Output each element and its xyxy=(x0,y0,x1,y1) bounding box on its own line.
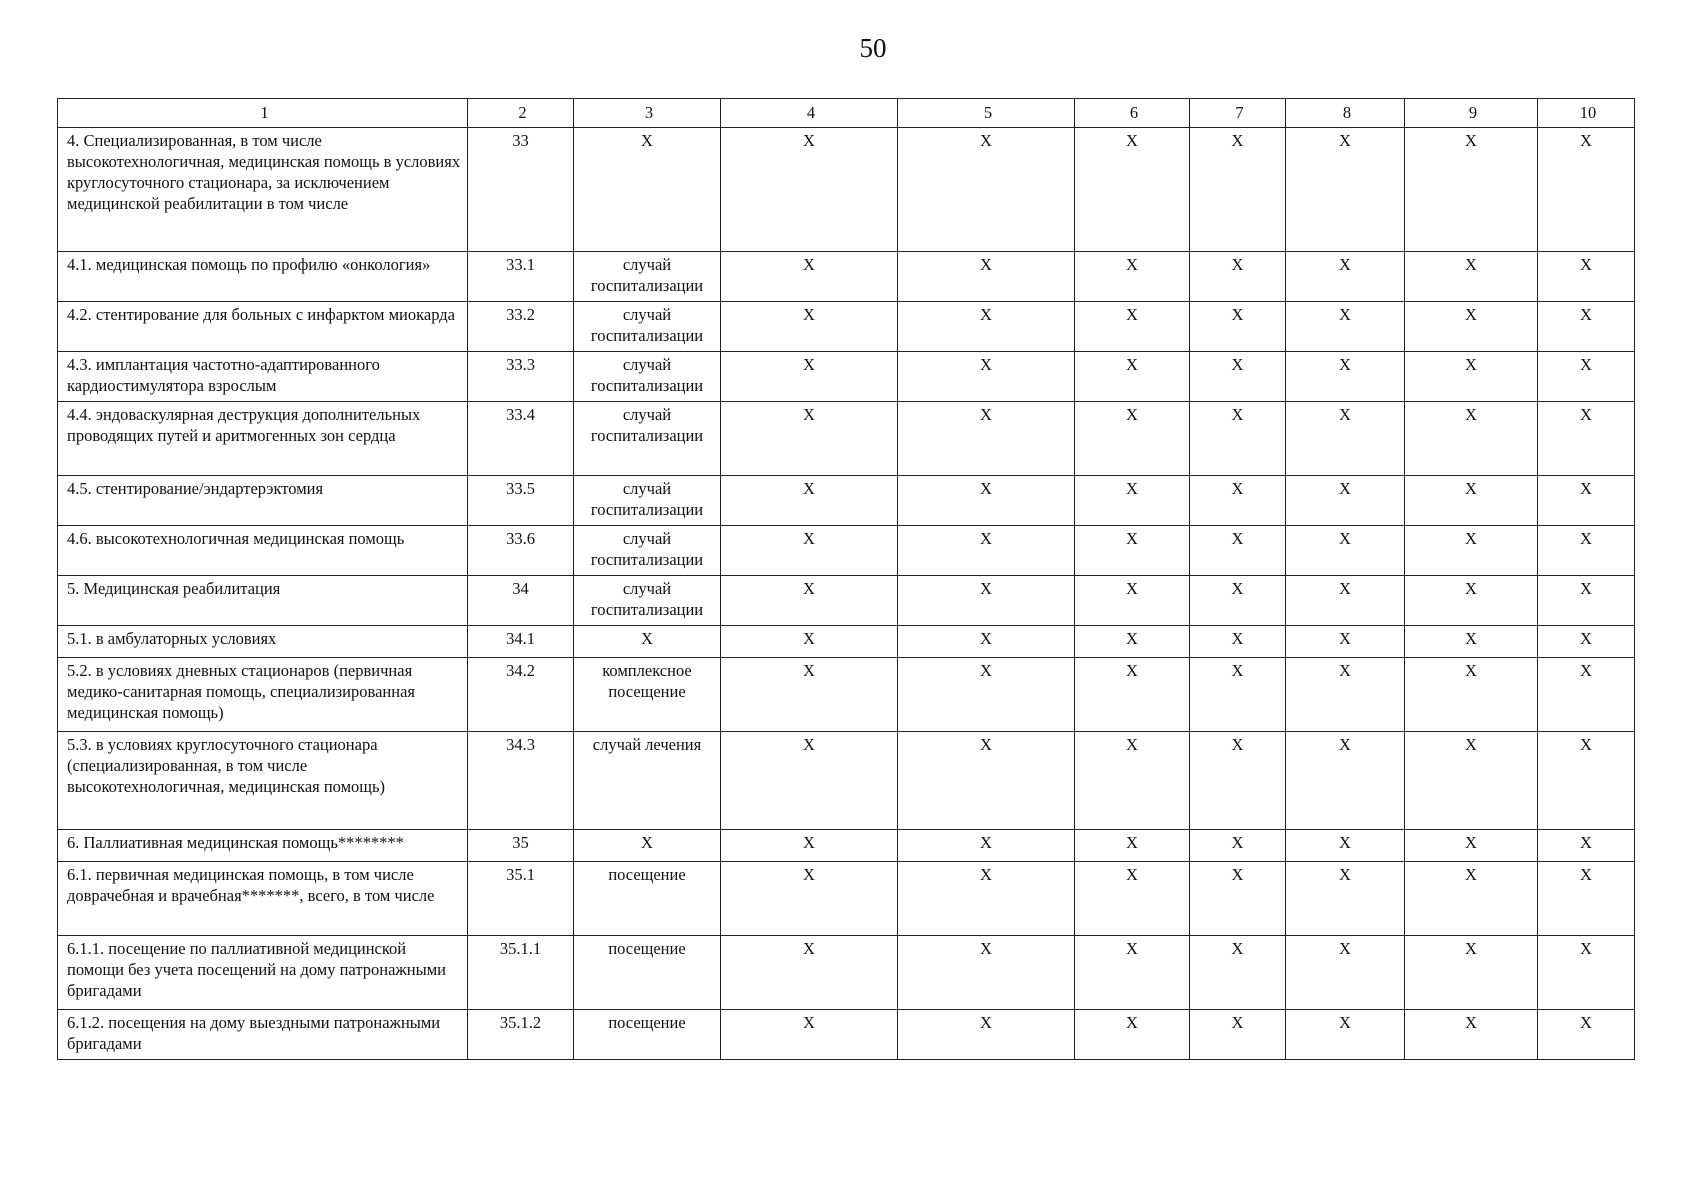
column-header-6: 6 xyxy=(1075,99,1190,128)
value-cell-9: Х xyxy=(1405,352,1538,402)
row-name-cell: 5.3. в условиях круглосуточного стационара (специализированная, в том числе высокотехнологичная, медицинская помощь) xyxy=(58,732,468,830)
row-name-cell: 6.1.2. посещения на дому выездными патронажными бригадами xyxy=(58,1010,468,1060)
row-name-cell: 5. Медицинская реабилитация xyxy=(58,576,468,626)
value-cell-8: Х xyxy=(1286,252,1405,302)
value-cell-6: Х xyxy=(1075,830,1190,862)
row-unit-cell: комплексное посещение xyxy=(574,658,721,732)
value-cell-8: Х xyxy=(1286,626,1405,658)
value-cell-5: Х xyxy=(898,626,1075,658)
value-cell-8: Х xyxy=(1286,352,1405,402)
value-cell-10: Х xyxy=(1538,1010,1635,1060)
value-cell-5: Х xyxy=(898,352,1075,402)
value-cell-10: Х xyxy=(1538,732,1635,830)
value-cell-9: Х xyxy=(1405,1010,1538,1060)
value-cell-8: Х xyxy=(1286,476,1405,526)
value-cell-10: Х xyxy=(1538,252,1635,302)
row-code-cell: 34.2 xyxy=(468,658,574,732)
row-unit-cell: случай госпитализации xyxy=(574,252,721,302)
table-row xyxy=(58,1010,1635,1060)
row-unit-cell: случай госпитализации xyxy=(574,402,721,476)
value-cell-6: Х xyxy=(1075,526,1190,576)
value-cell-6: Х xyxy=(1075,732,1190,830)
value-cell-4: Х xyxy=(721,658,898,732)
row-name-cell: 4.4. эндоваскулярная деструкция дополнительных проводящих путей и аритмогенных зон сердца xyxy=(58,402,468,476)
value-cell-8: Х xyxy=(1286,830,1405,862)
row-name-cell: 6. Паллиативная медицинская помощь******** xyxy=(58,830,468,862)
value-cell-6: Х xyxy=(1075,626,1190,658)
value-cell-8: Х xyxy=(1286,862,1405,936)
row-name-cell: 4.1. медицинская помощь по профилю «онкология» xyxy=(58,252,468,302)
value-cell-7: Х xyxy=(1190,732,1286,830)
value-cell-7: Х xyxy=(1190,830,1286,862)
value-cell-10: Х xyxy=(1538,476,1635,526)
table-row xyxy=(58,352,1635,402)
value-cell-10: Х xyxy=(1538,128,1635,252)
value-cell-8: Х xyxy=(1286,402,1405,476)
table-row xyxy=(58,658,1635,732)
value-cell-4: Х xyxy=(721,252,898,302)
value-cell-4: Х xyxy=(721,576,898,626)
value-cell-9: Х xyxy=(1405,252,1538,302)
value-cell-4: Х xyxy=(721,352,898,402)
value-cell-8: Х xyxy=(1286,732,1405,830)
value-cell-5: Х xyxy=(898,936,1075,1010)
column-header-1: 1 xyxy=(58,99,468,128)
row-code-cell: 34.3 xyxy=(468,732,574,830)
table-row xyxy=(58,626,1635,658)
value-cell-9: Х xyxy=(1405,302,1538,352)
row-unit-cell: случай госпитализации xyxy=(574,352,721,402)
page-number: 50 xyxy=(859,33,887,63)
row-name-cell: 4.2. стентирование для больных с инфарктом миокарда xyxy=(58,302,468,352)
row-unit-cell: посещение xyxy=(574,1010,721,1060)
value-cell-7: Х xyxy=(1190,128,1286,252)
value-cell-6: Х xyxy=(1075,862,1190,936)
row-name-cell: 5.1. в амбулаторных условиях xyxy=(58,626,468,658)
row-code-cell: 34 xyxy=(468,576,574,626)
column-header-10: 10 xyxy=(1538,99,1635,128)
value-cell-10: Х xyxy=(1538,526,1635,576)
row-unit-cell: Х xyxy=(574,830,721,862)
value-cell-7: Х xyxy=(1190,526,1286,576)
table-row xyxy=(58,252,1635,302)
value-cell-4: Х xyxy=(721,732,898,830)
value-cell-10: Х xyxy=(1538,830,1635,862)
value-cell-8: Х xyxy=(1286,1010,1405,1060)
value-cell-6: Х xyxy=(1075,1010,1190,1060)
table-row xyxy=(58,476,1635,526)
row-code-cell: 33.4 xyxy=(468,402,574,476)
value-cell-10: Х xyxy=(1538,626,1635,658)
value-cell-9: Х xyxy=(1405,576,1538,626)
row-name-cell: 4.5. стентирование/эндартерэктомия xyxy=(58,476,468,526)
row-unit-cell: Х xyxy=(574,128,721,252)
value-cell-5: Х xyxy=(898,476,1075,526)
value-cell-4: Х xyxy=(721,402,898,476)
value-cell-6: Х xyxy=(1075,252,1190,302)
row-name-cell: 4. Специализированная, в том числе высокотехнологичная, медицинская помощь в условиях круглосуточного стационара, за исключением медицинской реабилитации в том числе xyxy=(58,128,468,252)
table-row xyxy=(58,936,1635,1010)
value-cell-10: Х xyxy=(1538,936,1635,1010)
value-cell-8: Х xyxy=(1286,658,1405,732)
row-code-cell: 33.1 xyxy=(468,252,574,302)
value-cell-9: Х xyxy=(1405,936,1538,1010)
value-cell-9: Х xyxy=(1405,476,1538,526)
value-cell-6: Х xyxy=(1075,576,1190,626)
table-row xyxy=(58,128,1635,252)
row-code-cell: 33 xyxy=(468,128,574,252)
value-cell-5: Х xyxy=(898,128,1075,252)
value-cell-6: Х xyxy=(1075,658,1190,732)
row-name-cell: 4.6. высокотехнологичная медицинская помощь xyxy=(58,526,468,576)
value-cell-4: Х xyxy=(721,1010,898,1060)
value-cell-4: Х xyxy=(721,526,898,576)
value-cell-5: Х xyxy=(898,1010,1075,1060)
row-code-cell: 33.2 xyxy=(468,302,574,352)
value-cell-9: Х xyxy=(1405,402,1538,476)
value-cell-9: Х xyxy=(1405,526,1538,576)
value-cell-9: Х xyxy=(1405,862,1538,936)
value-cell-4: Х xyxy=(721,128,898,252)
value-cell-9: Х xyxy=(1405,626,1538,658)
value-cell-8: Х xyxy=(1286,526,1405,576)
row-code-cell: 35.1 xyxy=(468,862,574,936)
row-unit-cell: случай госпитализации xyxy=(574,476,721,526)
column-header-5: 5 xyxy=(898,99,1075,128)
value-cell-6: Х xyxy=(1075,128,1190,252)
row-unit-cell: случай госпитализации xyxy=(574,526,721,576)
value-cell-5: Х xyxy=(898,252,1075,302)
value-cell-4: Х xyxy=(721,626,898,658)
column-header-2: 2 xyxy=(468,99,574,128)
value-cell-7: Х xyxy=(1190,476,1286,526)
row-name-cell: 5.2. в условиях дневных стационаров (первичная медико-санитарная помощь, специализированная медицинская помощь) xyxy=(58,658,468,732)
value-cell-7: Х xyxy=(1190,1010,1286,1060)
value-cell-10: Х xyxy=(1538,402,1635,476)
table-row xyxy=(58,302,1635,352)
value-cell-7: Х xyxy=(1190,402,1286,476)
row-unit-cell: случай госпитализации xyxy=(574,576,721,626)
table-row xyxy=(58,732,1635,830)
value-cell-7: Х xyxy=(1190,626,1286,658)
value-cell-10: Х xyxy=(1538,352,1635,402)
row-unit-cell: случай госпитализации xyxy=(574,302,721,352)
value-cell-10: Х xyxy=(1538,862,1635,936)
value-cell-7: Х xyxy=(1190,352,1286,402)
row-name-cell: 6.1. первичная медицинская помощь, в том числе доврачебная и врачебная*******, всего, в том числе xyxy=(58,862,468,936)
value-cell-5: Х xyxy=(898,658,1075,732)
data-table xyxy=(57,98,1635,1060)
value-cell-9: Х xyxy=(1405,732,1538,830)
row-unit-cell: посещение xyxy=(574,936,721,1010)
value-cell-4: Х xyxy=(721,476,898,526)
value-cell-4: Х xyxy=(721,302,898,352)
value-cell-6: Х xyxy=(1075,302,1190,352)
value-cell-7: Х xyxy=(1190,862,1286,936)
value-cell-6: Х xyxy=(1075,936,1190,1010)
row-code-cell: 33.6 xyxy=(468,526,574,576)
column-header-4: 4 xyxy=(721,99,898,128)
value-cell-6: Х xyxy=(1075,402,1190,476)
row-code-cell: 33.3 xyxy=(468,352,574,402)
row-code-cell: 35.1.1 xyxy=(468,936,574,1010)
table-row xyxy=(58,576,1635,626)
value-cell-5: Х xyxy=(898,402,1075,476)
table-row xyxy=(58,862,1635,936)
row-unit-cell: посещение xyxy=(574,862,721,936)
value-cell-10: Х xyxy=(1538,576,1635,626)
value-cell-9: Х xyxy=(1405,658,1538,732)
value-cell-10: Х xyxy=(1538,302,1635,352)
row-code-cell: 35 xyxy=(468,830,574,862)
value-cell-9: Х xyxy=(1405,830,1538,862)
value-cell-5: Х xyxy=(898,302,1075,352)
value-cell-9: Х xyxy=(1405,128,1538,252)
value-cell-5: Х xyxy=(898,526,1075,576)
row-unit-cell: Х xyxy=(574,626,721,658)
row-code-cell: 33.5 xyxy=(468,476,574,526)
value-cell-5: Х xyxy=(898,830,1075,862)
column-header-3: 3 xyxy=(574,99,721,128)
column-header-8: 8 xyxy=(1286,99,1405,128)
value-cell-10: Х xyxy=(1538,658,1635,732)
value-cell-5: Х xyxy=(898,576,1075,626)
value-cell-7: Х xyxy=(1190,576,1286,626)
value-cell-7: Х xyxy=(1190,936,1286,1010)
value-cell-4: Х xyxy=(721,830,898,862)
value-cell-7: Х xyxy=(1190,252,1286,302)
table-row xyxy=(58,402,1635,476)
value-cell-6: Х xyxy=(1075,476,1190,526)
value-cell-4: Х xyxy=(721,936,898,1010)
table-row xyxy=(58,830,1635,862)
value-cell-7: Х xyxy=(1190,302,1286,352)
value-cell-8: Х xyxy=(1286,128,1405,252)
value-cell-8: Х xyxy=(1286,936,1405,1010)
value-cell-8: Х xyxy=(1286,302,1405,352)
value-cell-4: Х xyxy=(721,862,898,936)
row-code-cell: 34.1 xyxy=(468,626,574,658)
table-row xyxy=(58,526,1635,576)
row-unit-cell: случай лечения xyxy=(574,732,721,830)
header-row xyxy=(58,99,1635,128)
column-header-9: 9 xyxy=(1405,99,1538,128)
table-body xyxy=(58,128,1635,1060)
value-cell-6: Х xyxy=(1075,352,1190,402)
row-code-cell: 35.1.2 xyxy=(468,1010,574,1060)
column-header-7: 7 xyxy=(1190,99,1286,128)
value-cell-5: Х xyxy=(898,732,1075,830)
value-cell-8: Х xyxy=(1286,576,1405,626)
value-cell-7: Х xyxy=(1190,658,1286,732)
row-name-cell: 4.3. имплантация частотно-адаптированного кардиостимулятора взрослым xyxy=(58,352,468,402)
row-name-cell: 6.1.1. посещение по паллиативной медицинской помощи без учета посещений на дому патронажными бригадами xyxy=(58,936,468,1010)
value-cell-5: Х xyxy=(898,862,1075,936)
